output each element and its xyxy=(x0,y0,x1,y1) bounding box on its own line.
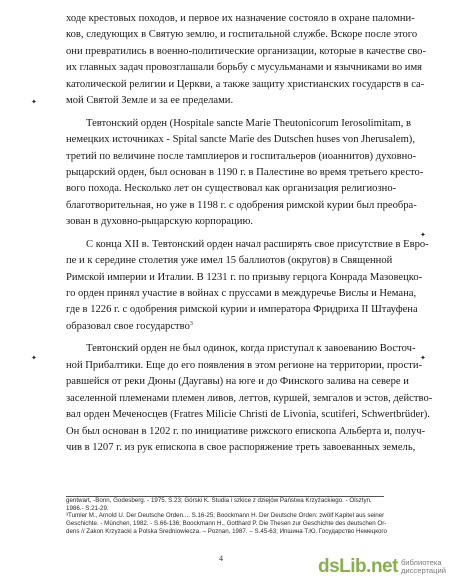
paragraph xyxy=(66,11,427,110)
text-line: пе и к середине столетия уже имел 15 баллиотов (округов) в Священной xyxy=(66,255,393,267)
text-line: где в 1226 г. с одобрения римской курии и императора Фридриха II Штауфена xyxy=(66,304,418,316)
text-line: ходе крестовых походов, и первое их назначение состояло в охране паломни- xyxy=(66,13,415,24)
footnotes xyxy=(66,497,387,535)
dslib-watermark[interactable] xyxy=(318,554,448,580)
watermark-logo: dsLib.net xyxy=(318,556,398,577)
text-line: ков, следующих в Святую землю, и госпитальной службе. Вскоре после этого xyxy=(66,29,418,41)
text-line: ной Прибалтики. Еще до его появления в этом регионе на территории, прости- xyxy=(66,359,423,371)
footnote-line: 1986.- S.21-29. xyxy=(66,504,109,512)
text-line: католической религии и Церкви, а также защиту христианских государств в са- xyxy=(66,78,425,90)
text-line: третий по величине после тамплиеров и госпитальеров (иоаннитов) духовно- xyxy=(66,150,417,162)
text-line: С конца XII в. Тевтонский орден начал расширять свое присутствие в Евро- xyxy=(86,238,429,250)
text-line: образовал свое государство$^3$ xyxy=(66,320,193,332)
text-line: благотворительная, но уже в 1198 г. с одобрения римской курии был преобра- xyxy=(66,199,417,211)
margin-star-mark: ✦ xyxy=(420,354,426,362)
text-line: заселенной племенами племен ливов, леттов, куршей, земгалов и эстов, действо- xyxy=(66,392,433,404)
paragraph xyxy=(66,341,433,456)
footnote-ref[interactable]: 3 xyxy=(189,320,193,327)
text-line: их главных задач провозглашали борьбу с мусульманами и язычниками во имя xyxy=(66,62,423,74)
margin-star-mark: ✦ xyxy=(31,98,37,106)
text-line: вого похода. Несколько лет он существовал как организация религиозно- xyxy=(66,183,397,195)
text-line: равшейся от реки Дюны (Даугавы) на юге и до Финского залива на севере и xyxy=(66,376,409,388)
paragraph xyxy=(66,237,429,336)
watermark-caption: библиотека диссертаций xyxy=(400,558,446,575)
text-line: мой Святой Земле и за ее пределами. xyxy=(66,95,234,107)
paragraph xyxy=(66,116,424,231)
footnote-line: gentwart, -Bonn, Godesberg. - 1975. S.23; Górski K. Studia i szkice z dziejów Państwa Krzyżackiego. - Olsztyn, xyxy=(66,497,372,504)
margin-star-mark: ✦ xyxy=(420,231,426,239)
text-line: Он был основан в 1202 г. по инициативе рижского епископа Альберта и, получ- xyxy=(66,425,426,437)
body-text xyxy=(66,11,433,456)
footnote-line: dens // Zakon Krzyzacki a Polska Sredniowiecza. – Poznan, 1987. – S.45-63; Ипшина Т.Ю. Государство Немецкого xyxy=(66,527,387,535)
footnote-line: Geschichte. - München, 1982. - S.66-136; Boockmann H., Gotthard P. Die Thesen zur Geschichte des deutschen Or- xyxy=(66,520,387,528)
text-line: Римской империи и Италии. В 1231 г. по призыву герцога Конрада Мазовецко- xyxy=(66,271,423,283)
text-line: рыцарский орден, был основан в 1190 г. в Палестине во время третьего кресто- xyxy=(66,166,424,178)
text-line: Тевтонский орден (Hospitale sancte Marie Theutonicorum Ierosolimitam, в xyxy=(86,117,411,129)
text-line: они превратились в военно-политические организации, которые в качестве сво- xyxy=(66,45,427,57)
text-line: го орден принял участие в войнах с пруссами в междуречье Вислы и Немана, xyxy=(66,288,417,299)
text-line: Тевтонский орден не был одинок, когда приступал к завоеванию Восточ- xyxy=(86,343,416,355)
text-line: чив в 1207 г. из рук епископа в свое распоряжение треть завоеванных земель, xyxy=(66,441,416,453)
text-line: немецких источниках - Spital sancte Marie des Dutschen huses von Jherusalem), xyxy=(66,134,415,146)
page-number: 4 xyxy=(219,554,223,563)
text-line: вал орден Меченосцев (Fratres Milicie Christi de Livonia, scutiferi, Schwertbrüder). xyxy=(66,409,430,421)
footnote-line: ³Tumler M., Arnold U. Der Deutsche Orden.... S.16-25; Boockmann H. Der Deutsche Orden: zwölf Kapitel aus seiner xyxy=(66,512,385,520)
margin-star-mark: ✦ xyxy=(31,354,37,362)
text-line: зован в духовно-рыцарскую корпорацию. xyxy=(66,216,254,228)
